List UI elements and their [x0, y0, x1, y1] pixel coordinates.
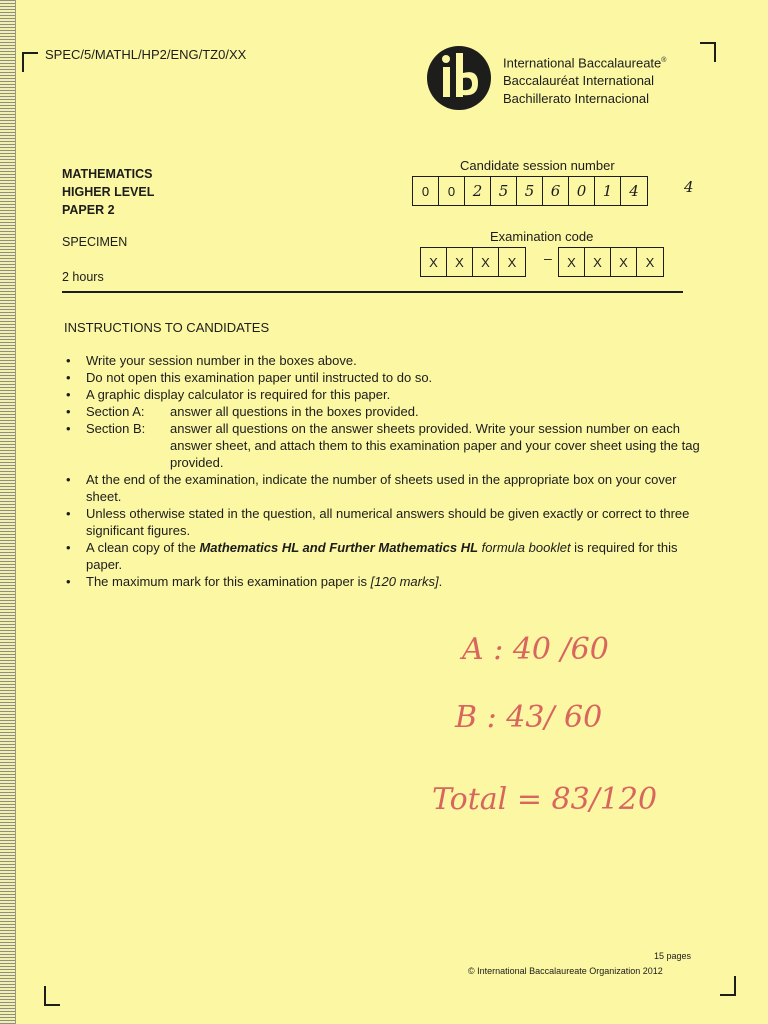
exam-code-box: X: [507, 254, 517, 270]
exam-code-boxes-left: [420, 247, 526, 277]
exam-code-boxes-right: [558, 247, 664, 277]
crop-mark-bottom-right: [720, 976, 736, 996]
instructions-list: [66, 352, 706, 590]
org-name-es: Bachillerato Internacional: [503, 91, 649, 107]
session-digit-box: 2: [465, 177, 491, 205]
session-digit-box: 0: [413, 177, 439, 205]
exam-code-box: X: [611, 248, 637, 276]
paper-type: SPECIMEN: [62, 235, 128, 249]
handwritten-section-b-score: B : 43/ 60: [455, 700, 603, 735]
exam-code-box: X: [447, 248, 473, 276]
org-name-en: International Baccalaureate®: [503, 55, 667, 71]
exam-code-dash: –: [544, 250, 552, 266]
crop-mark-top-right: [700, 42, 716, 62]
exam-code-label: Examination code: [490, 229, 594, 244]
ib-logo-icon: [426, 45, 492, 111]
subject-title: MATHEMATICS HIGHER LEVEL PAPER 2: [62, 167, 155, 217]
crop-mark-top-left: [22, 52, 38, 72]
session-digit-box: 0: [439, 177, 465, 205]
session-digit-box: 4: [629, 182, 639, 200]
copyright-notice: © International Baccalaureate Organization 2012: [468, 966, 663, 976]
candidate-session-label: Candidate session number: [460, 158, 615, 173]
instruction-item: • At the end of the examination, indicate the number of sheets used in the appropriate box on your cover sheet.: [66, 471, 706, 505]
session-digit-box: 0: [569, 177, 595, 205]
instruction-item: • Write your session number in the boxes above.: [66, 352, 706, 369]
session-digit-box: 5: [517, 177, 543, 205]
session-extra-digit: 4: [684, 178, 694, 196]
session-digit-box: 6: [543, 177, 569, 205]
instruction-item: • Do not open this examination paper until instructed to do so.: [66, 369, 706, 386]
session-digit-box: 5: [491, 177, 517, 205]
exam-code-box: X: [559, 248, 585, 276]
org-name-fr: Baccalauréat International: [503, 73, 655, 89]
exam-code-box: X: [645, 254, 655, 270]
instruction-item: • Section B: answer all questions on the answer sheets provided. Write your session number on each answer sheet, and attach them to this examination paper and your cover sheet using the tag provided.: [66, 420, 706, 471]
exam-code-box: X: [473, 248, 499, 276]
instruction-item: • Section A: answer all questions in the boxes provided.: [66, 403, 706, 420]
instruction-item: • A graphic display calculator is required for this paper.: [66, 386, 706, 403]
paper-code: SPEC/5/MATHL/HP2/ENG/TZ0/XX: [45, 47, 247, 62]
paper-duration: 2 hours: [62, 270, 104, 284]
handwritten-total-score: Total = 83/120: [432, 782, 658, 817]
handwritten-section-a-score: A : 40 /60: [462, 632, 609, 667]
organisation-names: [503, 52, 666, 108]
instruction-item: • A clean copy of the Mathematics HL and Further Mathematics HL formula booklet is required for this paper.: [66, 539, 706, 573]
instruction-item: • Unless otherwise stated in the question, all numerical answers should be given exactly or correct to three significant figures.: [66, 505, 706, 539]
candidate-session-boxes: [412, 176, 648, 206]
instruction-item: • The maximum mark for this examination paper is [120 marks].: [66, 573, 706, 590]
exam-code-box: X: [421, 248, 447, 276]
binding-edge: [0, 0, 24, 1024]
divider-rule: [62, 291, 683, 293]
page-count: 15 pages: [654, 951, 692, 961]
exam-code-box: X: [585, 248, 611, 276]
crop-mark-bottom-left: [44, 986, 60, 1006]
session-digit-box: 1: [595, 177, 621, 205]
instructions-title: INSTRUCTIONS TO CANDIDATES: [64, 320, 270, 335]
